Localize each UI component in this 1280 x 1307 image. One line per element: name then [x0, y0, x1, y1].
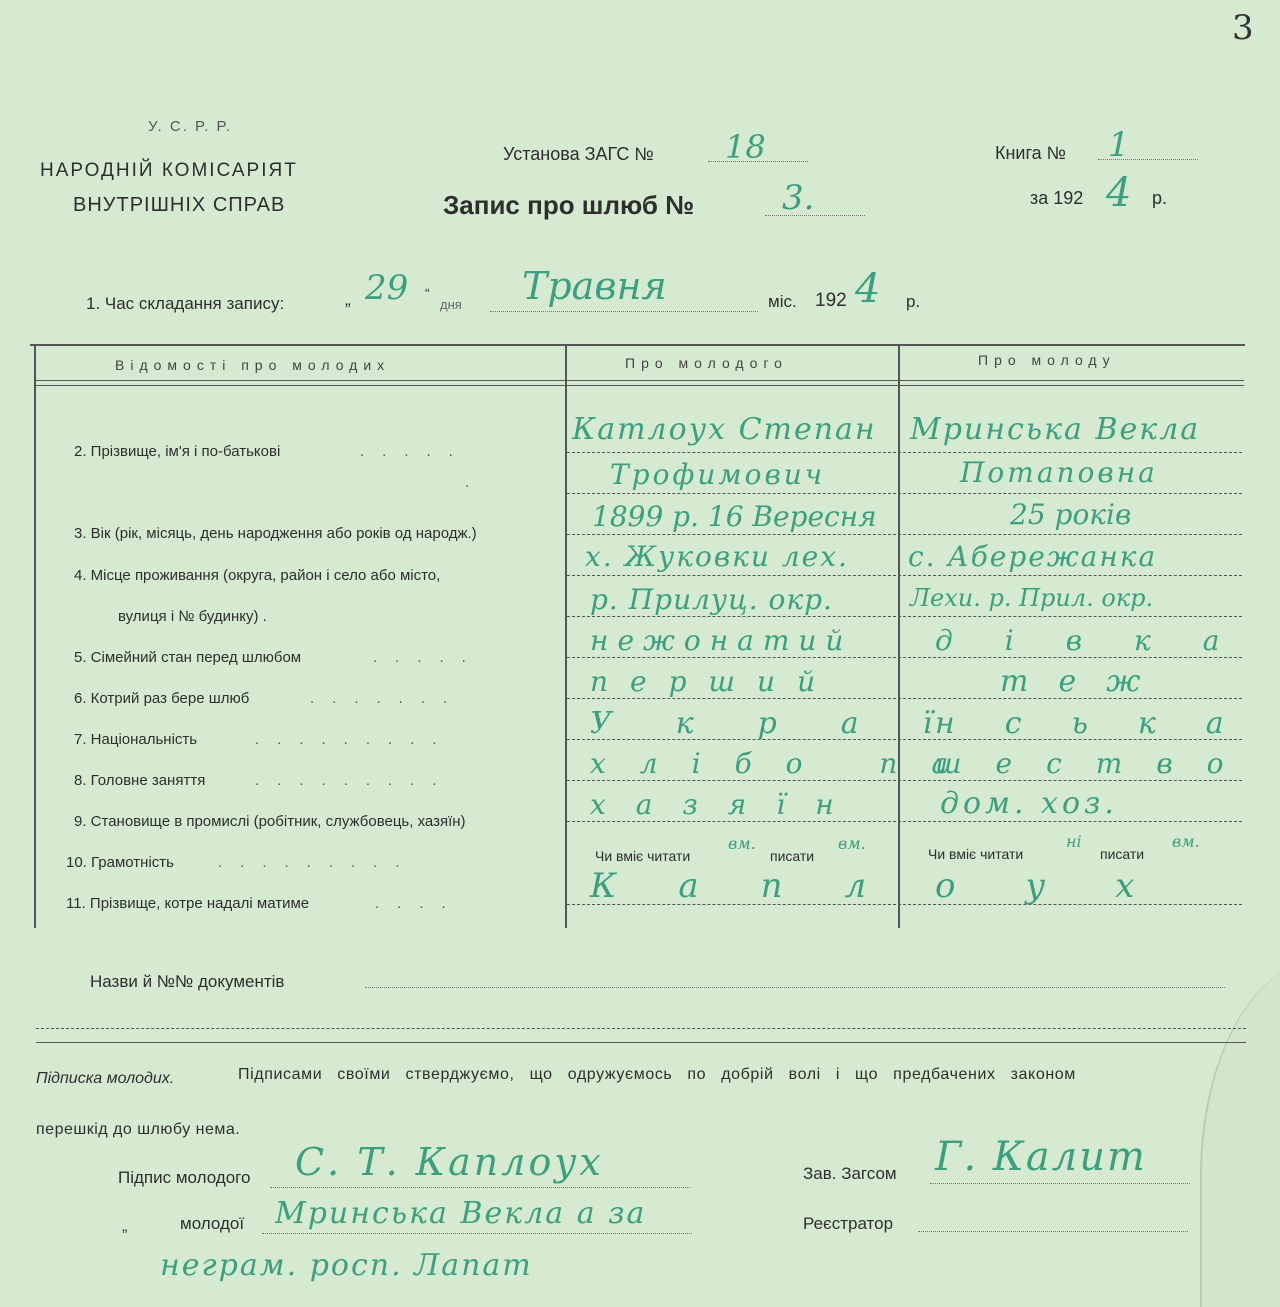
declaration-text: Підписами своїми стверджуємо, що одружуємось по добрій волі і що предбачених законом — [238, 1066, 1076, 1083]
col-header-bride: Про молоду — [978, 352, 1116, 368]
registrar-line — [918, 1230, 1188, 1232]
row-label-industry-position: 9. Становище в промислі (робітник, службовець, хазяїн) — [74, 813, 466, 830]
bride-write-value: вм. — [1172, 832, 1200, 851]
groom-name: Катлоух Степан — [572, 412, 877, 447]
bride-age: 25 років — [1010, 498, 1132, 531]
bride-future-surname: оух — [935, 866, 1205, 906]
groom-industry-position: хазяїн — [590, 788, 864, 821]
groom-patronymic: Трофимович — [610, 458, 826, 491]
groom-occupation: хлібо па — [590, 747, 983, 780]
declaration-top-rule — [36, 1042, 1246, 1043]
row-line — [567, 534, 1242, 535]
bride-signature-line — [262, 1232, 692, 1234]
row-label-residence: 4. Місце проживання (округа, район і село або місто, — [74, 567, 441, 584]
date-open-quote: „ — [345, 290, 351, 309]
bride-signature-label: молодої — [180, 1214, 245, 1233]
bride-signature-line2: неграм. росп. Лапат — [160, 1248, 533, 1283]
groom-read-value: вм. — [728, 834, 756, 853]
date-month-word: міс. — [768, 292, 797, 311]
groom-birth: 1899 р. 16 Вересня — [592, 500, 877, 533]
bride-marriage-count: теж — [1000, 664, 1171, 699]
ussr-label: У. С. Р. Р. — [148, 118, 232, 135]
date-close-quote: “ — [425, 285, 430, 301]
date-year-digit: 4 — [855, 266, 881, 312]
registrar-label: Реєстратор — [803, 1214, 894, 1233]
row-leader-dots: ......... — [255, 731, 455, 748]
declaration-text-2: перешкід до шлюбу нема. — [36, 1121, 241, 1138]
bride-signature-line1: Мринська Векла а за — [275, 1196, 647, 1231]
row-label-literacy: 10. Грамотність — [66, 854, 174, 871]
bride-industry-position: дом. хоз. — [940, 786, 1118, 821]
groom-marriage-count: перший — [590, 665, 838, 698]
row-label-family-status: 5. Сімейний стан перед шлюбом — [74, 649, 302, 666]
table-left-rule — [34, 344, 36, 928]
book-year-prefix: за 192 — [1030, 188, 1084, 208]
row-leader-dots: ......... — [255, 772, 455, 789]
col-header-groom: Про молодого — [625, 355, 788, 371]
table-top-rule — [30, 344, 1245, 346]
date-day-word: дня — [440, 297, 462, 312]
row-label-nationality: 7. Національність — [74, 731, 198, 748]
groom-signature: С. Т. Каплоух — [295, 1140, 604, 1184]
page-edge-curl — [1200, 960, 1280, 1307]
zags-number: 18 — [725, 128, 766, 166]
bride-write-label: писати — [1100, 846, 1145, 862]
bride-occupation: шество — [935, 747, 1258, 780]
documents-label: Назви й №№ документів — [90, 972, 285, 991]
row-label-occupation: 8. Головне заняття — [74, 772, 206, 789]
row-label-future-surname: 11. Прізвище, котре надалі матиме — [66, 895, 310, 912]
row-line — [567, 493, 1242, 494]
groom-write-label: писати — [770, 848, 815, 864]
groom-read-label: Чи вміє читати — [595, 848, 691, 864]
documents-line-2 — [36, 1028, 1246, 1029]
row-line — [567, 452, 1242, 453]
book-year-digit: 4 — [1106, 170, 1132, 216]
groom-family-status: нежонатий — [590, 624, 853, 657]
bride-patronymic: Потаповна — [960, 456, 1158, 489]
row-label-residence-cont: вулиця і № будинку) . — [118, 608, 267, 625]
zags-head-label: Зав. Загсом — [803, 1164, 897, 1183]
bride-nationality: нська — [935, 706, 1274, 741]
record-title: Запис про шлюб № — [443, 190, 695, 220]
row-leader-dots: ....... — [310, 690, 466, 707]
groom-signature-label: Підпис молодого — [118, 1168, 251, 1187]
row-label-age: 3. Вік (рік, місяць, день народження або років од народж.) — [74, 525, 477, 542]
row-leader-dots: . — [465, 474, 488, 491]
row-line — [567, 821, 1242, 822]
zags-head-signature: Г. Калит — [935, 1134, 1147, 1180]
row-label-name: 2. Прізвище, ім'я і по-батькові — [74, 443, 281, 460]
page-number: 3 — [1232, 8, 1254, 48]
bride-residence: с. Абережанка — [908, 540, 1158, 573]
zags-head-line — [930, 1182, 1190, 1184]
groom-residence: х. Жуковки лех. — [585, 540, 849, 573]
row-line — [567, 616, 1242, 617]
zags-label: Установа ЗАГС № — [503, 144, 654, 164]
record-number-line — [765, 214, 865, 216]
book-number: 1 — [1108, 125, 1130, 165]
bride-residence-cont: Лехи. р. Прил. окр. — [910, 584, 1154, 612]
table-col-rule-1 — [565, 344, 567, 928]
date-day: 29 — [365, 268, 409, 308]
bride-read-label: Чи вміє читати — [928, 846, 1024, 862]
date-month-line — [490, 310, 758, 312]
declaration-heading: Підписка молодих. — [36, 1070, 175, 1087]
book-year-suffix: р. — [1152, 188, 1168, 208]
book-label: Книга № — [995, 143, 1066, 163]
documents-line — [365, 986, 1225, 988]
date-label: 1. Час складання запису: — [86, 294, 285, 313]
row-label-marriage-count: 6. Котрий раз бере шлюб — [74, 690, 250, 707]
table-col-rule-2 — [898, 344, 900, 928]
row-line — [567, 575, 1242, 576]
bride-read-value: ні — [1066, 832, 1082, 851]
date-month: Травня — [522, 264, 667, 308]
row-line — [567, 657, 1242, 658]
groom-write-value: вм. — [838, 834, 866, 853]
date-year-prefix: 192 — [815, 290, 847, 311]
record-number: 3. — [782, 178, 815, 218]
groom-signature-line — [270, 1186, 690, 1188]
bride-quote-mark: „ — [122, 1218, 128, 1235]
table-header-rule-2 — [34, 385, 1244, 386]
groom-residence-cont: р. Прилуц. окр. — [590, 583, 833, 616]
col-header-info: Відомості про молодих — [115, 357, 391, 373]
date-year-suffix: р. — [906, 292, 921, 311]
row-line — [567, 780, 1242, 781]
bride-name: Мринська Векла — [910, 412, 1201, 447]
groom-nationality: Украї — [590, 706, 997, 741]
commissariat-line2: ВНУТРІШНІХ СПРАВ — [73, 194, 286, 216]
row-leader-dots: ..... — [373, 649, 484, 666]
groom-future-surname: Капл — [590, 866, 929, 906]
bride-family-status: дівка — [935, 624, 1272, 657]
row-leader-dots: ..... — [360, 443, 471, 460]
table-header-rule-1 — [34, 380, 1244, 381]
row-leader-dots: .... — [375, 895, 464, 912]
row-leader-dots: ......... — [218, 854, 418, 871]
commissariat-line1: НАРОДНІЙ КОМІСАРІЯТ — [40, 160, 298, 181]
